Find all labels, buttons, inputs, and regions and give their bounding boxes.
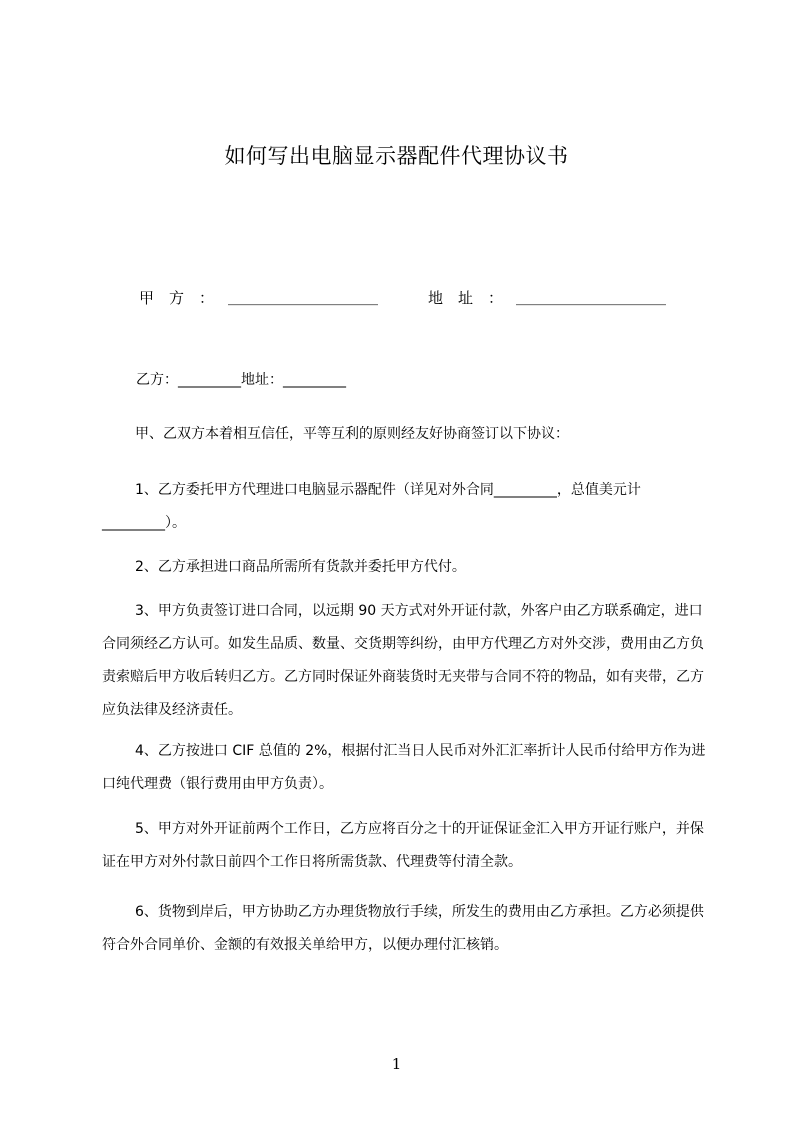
document-title: 如何写出电脑显示器配件代理协议书 (224, 144, 569, 168)
party-a-address-label: 地 址 ： (428, 289, 504, 307)
party-b-line: 乙方：_________地址：_________ (136, 372, 346, 388)
clause-2: 2、乙方承担进口商品所需所有货款并委托甲方代付。 (135, 559, 466, 575)
party-a-label: 甲 方 ： (139, 289, 215, 307)
clause-4: 4、乙方按进口 CIF 总值的 2%，根据付汇当日人民币对外汇汇率折计人民币付给甲方作为进口纯代理费（银行费用由甲方负责）。 (102, 743, 706, 792)
party-a-address-blank: ＿＿＿＿＿＿＿＿＿＿ (516, 289, 667, 307)
clause-3: 3、甲方负责签订进口合同，以远期 90 天方式对外开证付款，外客户由乙方联系确定，进口合同须经乙方认可。如发生品质、数量、交货期等纠纷，由甲方代理乙方对外交涉，费用由乙方负责索赔后甲方收后转归乙方。乙方同时保证外商装货时无夹带与合同不符的物品，如有夹带，乙方应负法律及经济责任。 (102, 603, 704, 718)
page-number: 1 (391, 1055, 402, 1073)
intro-paragraph: 甲、乙双方本着相互信任，平等互利的原则经友好协商签订以下协议： (135, 426, 569, 442)
party-a-name-blank: ＿＿＿＿＿＿＿＿＿＿ (228, 289, 379, 307)
clause-1: 1、乙方委托甲方代理进口电脑显示器配件（详见对外合同_________，总值美元计_________）。 (102, 482, 641, 531)
clause-6: 6、货物到岸后，甲方协助乙方办理货物放行手续，所发生的费用由乙方承担。乙方必须提供符合外合同单价、金额的有效报关单给甲方，以便办理付汇核销。 (102, 904, 704, 953)
clause-5: 5、甲方对外开证前两个工作日，乙方应将百分之十的开证保证金汇入甲方开证行账户，并保证在甲方对外付款日前四个工作日将所需货款、代理费等付清全款。 (102, 821, 704, 870)
